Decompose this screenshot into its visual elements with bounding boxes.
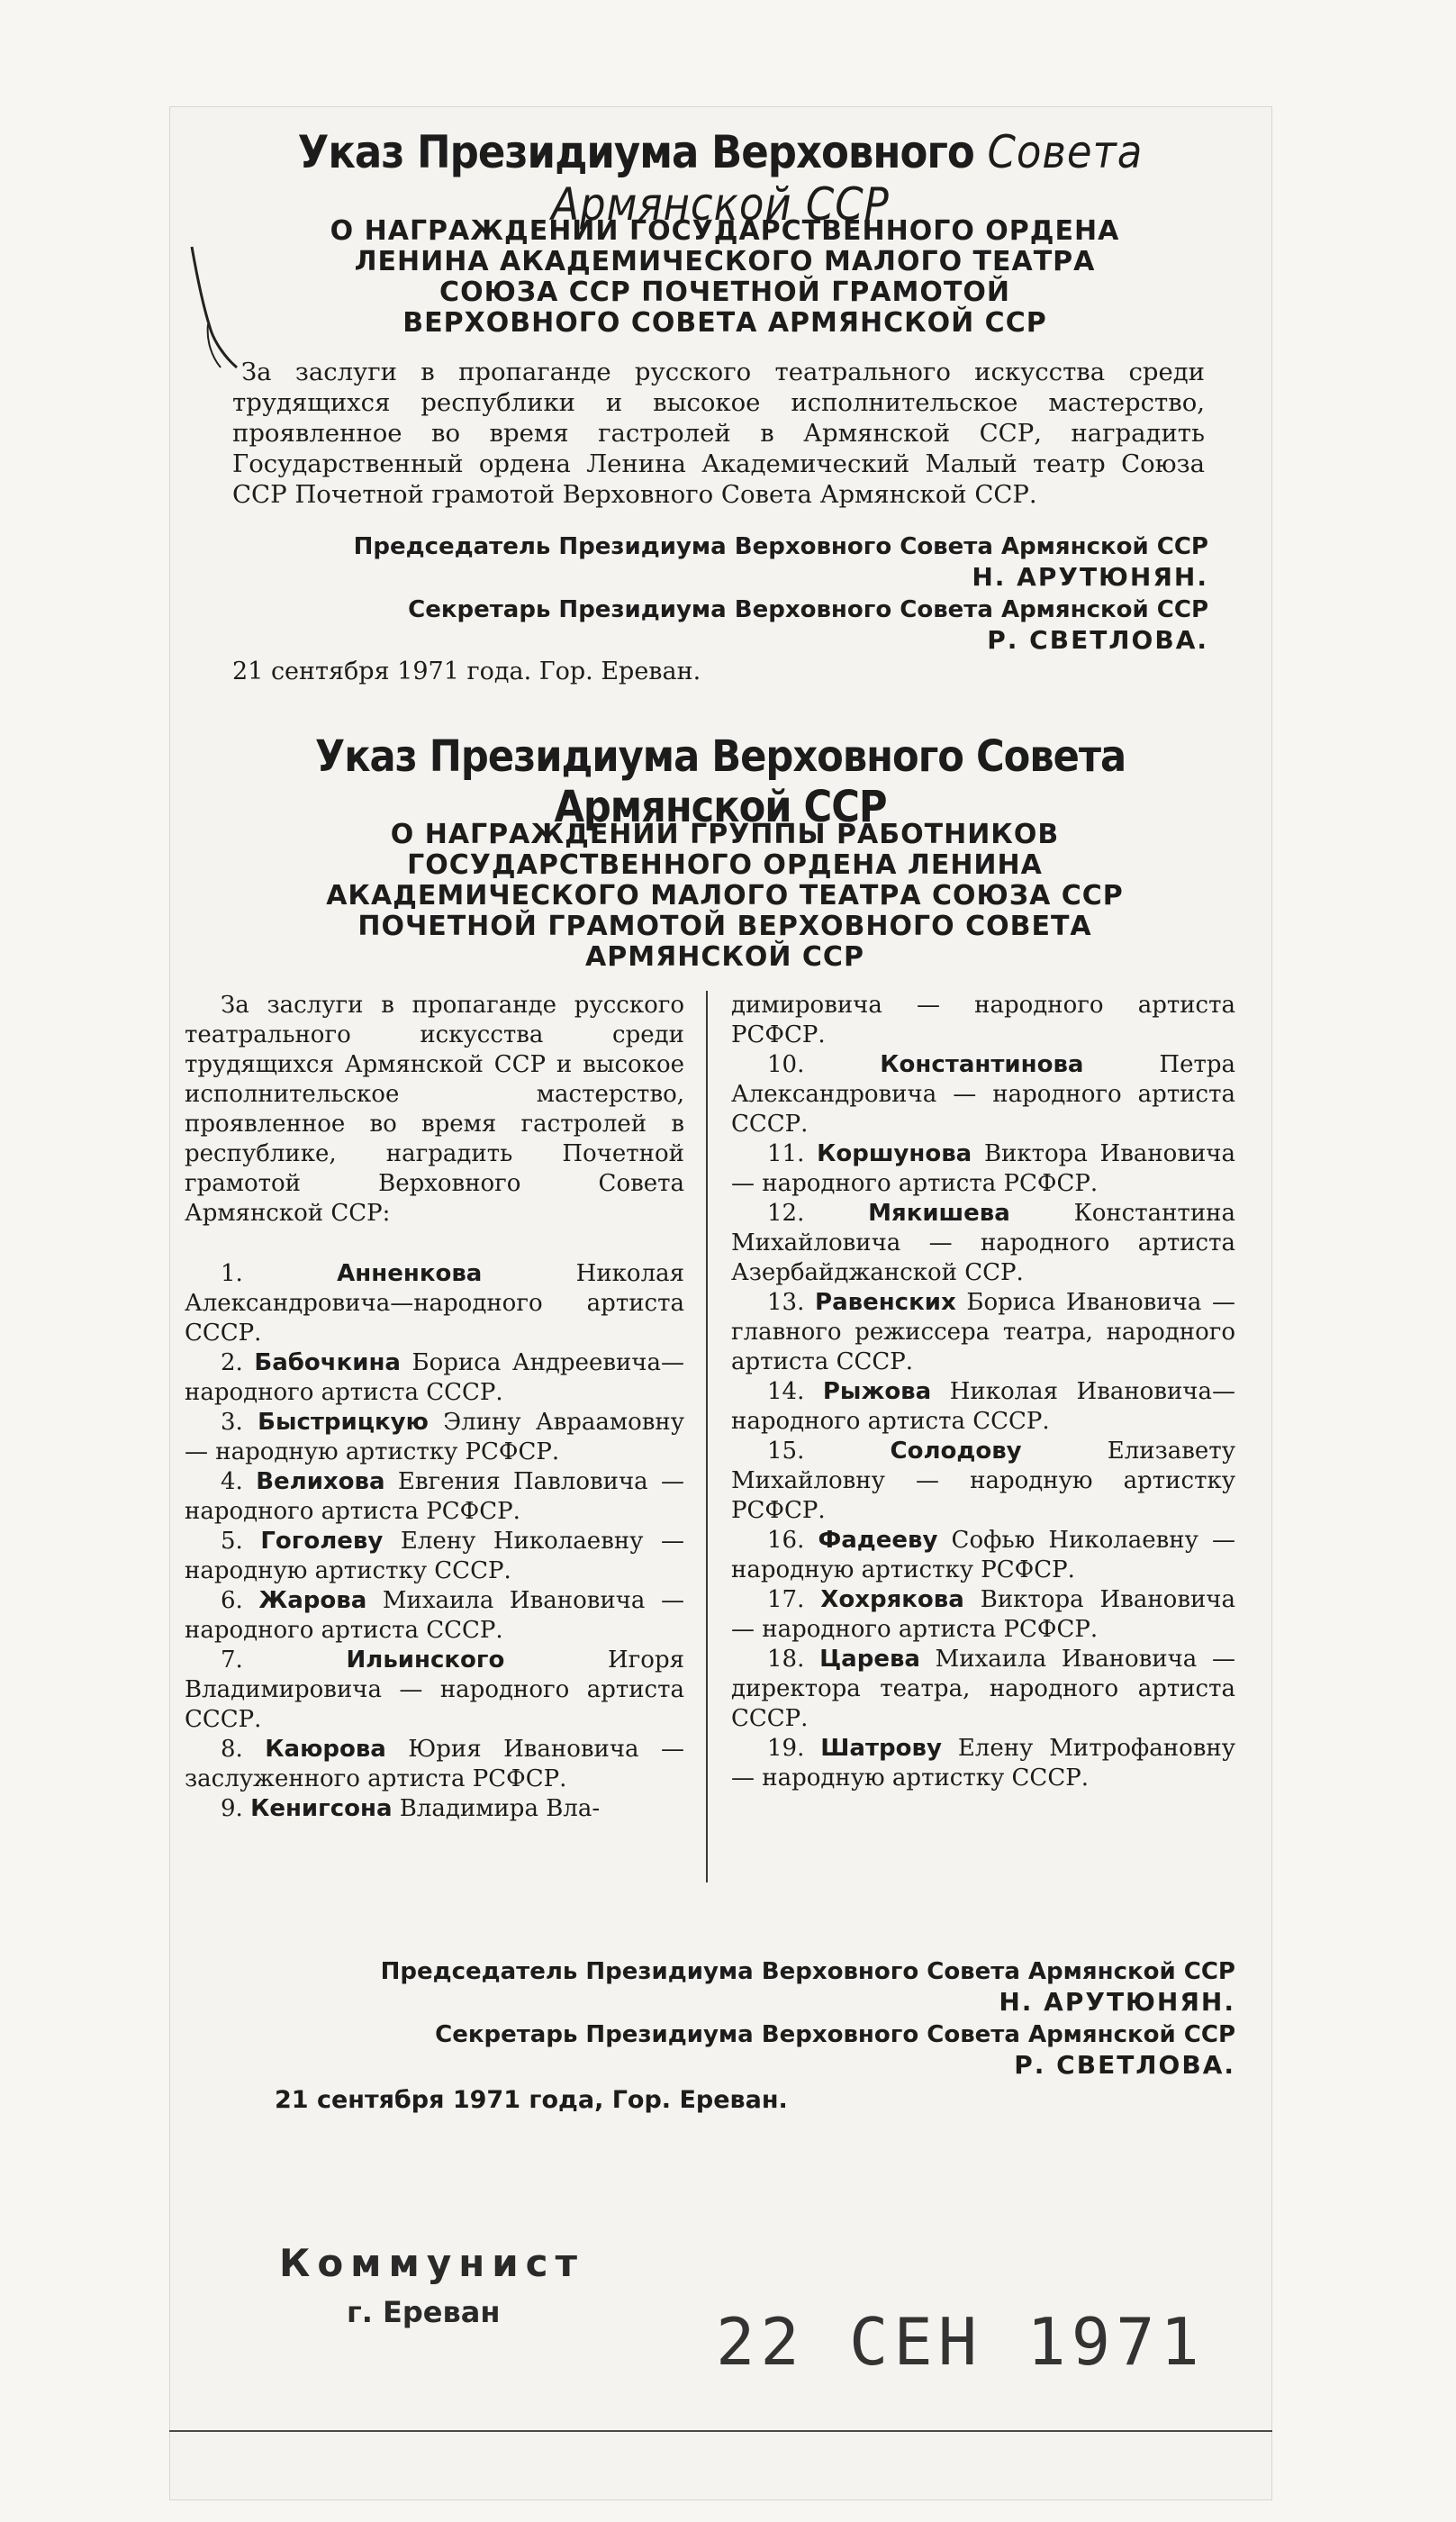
decree2-chairman: [281, 1956, 1235, 2018]
newspaper-stamp-city: г. Ереван: [347, 2295, 501, 2329]
list-item: 6. Жарова Михаила Ивановича — народного артиста СССР.: [185, 1587, 684, 1644]
list-item-continuation: димировича — народного артиста РСФСР.: [731, 992, 1235, 1048]
subtitle-line: АКАДЕМИЧЕСКОГО МАЛОГО ТЕАТРА СОЮЗА ССР: [326, 880, 1124, 912]
decree2-title: Указ Президиума Верховного Совета Армянской ССР: [314, 731, 1126, 832]
list-item: 3. Быстрицкую Элину Авраамовну — народную артистку РСФСР.: [185, 1409, 685, 1465]
list-item: 13. Равенских Бориса Ивановича — главного режиссера театра, народного артиста СССР.: [731, 1289, 1235, 1375]
list-item: 17. Хохрякова Виктора Ивановича — народного артиста РСФСР.: [731, 1586, 1235, 1643]
list-item: 8. Каюрова Юрия Ивановича — заслуженного артиста РСФСР.: [185, 1736, 684, 1792]
list-item: 1. Анненкова Николая Александровича—народного артиста СССР.: [185, 1260, 685, 1347]
decree2-subtitle: [225, 820, 1225, 973]
decree1-date: 21 сентября 1971 года. Гор. Ереван.: [232, 658, 701, 685]
secretary-role: Секретарь Президиума Верховного Совета Армянской ССР: [408, 596, 1208, 623]
decree2-date: 21 сентября 1971 года, Гор. Ереван.: [275, 2086, 788, 2114]
subtitle-line: ПОЧЕТНОЙ ГРАМОТОЙ ВЕРХОВНОГО СОВЕТА: [357, 911, 1092, 942]
decree1-title-handwritten: Совета Армянской ССР: [551, 126, 1144, 231]
list-item: 9. Кенигсона Владимира Вла-: [221, 1795, 601, 1822]
list-item: 19. Шатрову Елену Митрофановну — народную артистку СССР.: [731, 1735, 1235, 1792]
list-item: 2. Бабочкина Бориса Андреевича—народного артиста СССР.: [185, 1349, 684, 1406]
decree1-body: За заслуги в пропаганде русского театрального искусства среди трудящихся республики и высокое исполнительское мастерство, проявленное во время гастролей в Армянской ССР, наградить Государственный ордена Ленина Академический Малый театр Союза ССР Почетной грамотой Верховного Совета Армянской ССР.: [232, 358, 1205, 509]
decree2-right-column: [731, 991, 1235, 1793]
column-divider: [706, 991, 708, 1882]
decree2-secretary: [281, 2019, 1235, 2081]
decree1-chairman: [254, 531, 1208, 593]
decree2-intro: За заслуги в пропаганде русского театрального искусства среди трудящихся Армянской ССР и высокое исполнительское мастерство, проявленное во время гастролей в республике, наградить Почетной грамотой Верховного Совета Армянской ССР:: [185, 992, 684, 1227]
decree1-subtitle: [225, 216, 1225, 339]
list-item: 11. Коршунова Виктора Ивановича — народного артиста РСФСР.: [731, 1140, 1235, 1197]
chairman-role: Председатель Президиума Верховного Совета Армянской ССР: [353, 533, 1208, 560]
list-item: 18. Царева Михаила Ивановича — директора театра, народного артиста СССР.: [731, 1646, 1235, 1732]
list-item: 4. Велихова Евгения Павловича —народного артиста РСФСР.: [185, 1468, 685, 1525]
subtitle-line: ВЕРХОВНОГО СОВЕТА АРМЯНСКОЙ ССР: [402, 307, 1047, 339]
subtitle-line: О НАГРАЖДЕНИИ ГРУППЫ РАБОТНИКОВ: [390, 819, 1060, 850]
secretary-name: Р. СВЕТЛОВА.: [1014, 2050, 1235, 2080]
newspaper-stamp-name: Коммунист: [279, 2241, 584, 2285]
subtitle-line: АРМЯНСКОЙ ССР: [585, 941, 864, 973]
secretary-name: Р. СВЕТЛОВА.: [987, 625, 1208, 655]
list-item: 14. Рыжова Николая Ивановича—народного артиста СССР.: [731, 1378, 1235, 1435]
bottom-rule: [169, 2430, 1272, 2432]
subtitle-line: О НАГРАЖДЕНИИ ГОСУДАРСТВЕННОГО ОРДЕНА: [330, 215, 1120, 247]
chairman-name: Н. АРУТЮНЯН.: [972, 562, 1208, 592]
list-item: 15. Солодову Елизавету Михайловну — народную артистку РСФСР.: [731, 1438, 1236, 1524]
list-item: 16. Фадееву Софью Николаевну — народную артистку РСФСР.: [731, 1527, 1235, 1583]
chairman-role: Председатель Президиума Верховного Совета Армянской ССР: [380, 1958, 1235, 1985]
list-item: 12. Мякишева Константина Михайловича — народного артиста Азербайджанской ССР.: [731, 1200, 1235, 1286]
list-item: 7. Ильинского Игоря Владимировича — народного артиста СССР.: [185, 1647, 685, 1733]
subtitle-line: ЛЕНИНА АКАДЕМИЧЕСКОГО МАЛОГО ТЕАТРА: [354, 246, 1096, 277]
decree2-left-column: [185, 991, 684, 1824]
secretary-role: Секретарь Президиума Верховного Совета Армянской ССР: [435, 2021, 1235, 2048]
list-item: 10. Константинова Петра Александровича — народного артиста СССР.: [731, 1051, 1236, 1138]
decree1-secretary: [254, 594, 1208, 656]
list-item: 5. Гоголеву Елену Николаевну — народную артистку СССР.: [185, 1528, 684, 1584]
subtitle-line: СОЮЗА ССР ПОЧЕТНОЙ ГРАМОТОЙ: [439, 277, 1010, 308]
decree1-title-print: Указ Президиума Верховного: [297, 126, 974, 178]
subtitle-line: ГОСУДАРСТВЕННОГО ОРДЕНА ЛЕНИНА: [407, 849, 1043, 881]
date-stamp: 22 СЕН 1971: [716, 2304, 1205, 2380]
chairman-name: Н. АРУТЮНЯН.: [999, 1987, 1235, 2017]
